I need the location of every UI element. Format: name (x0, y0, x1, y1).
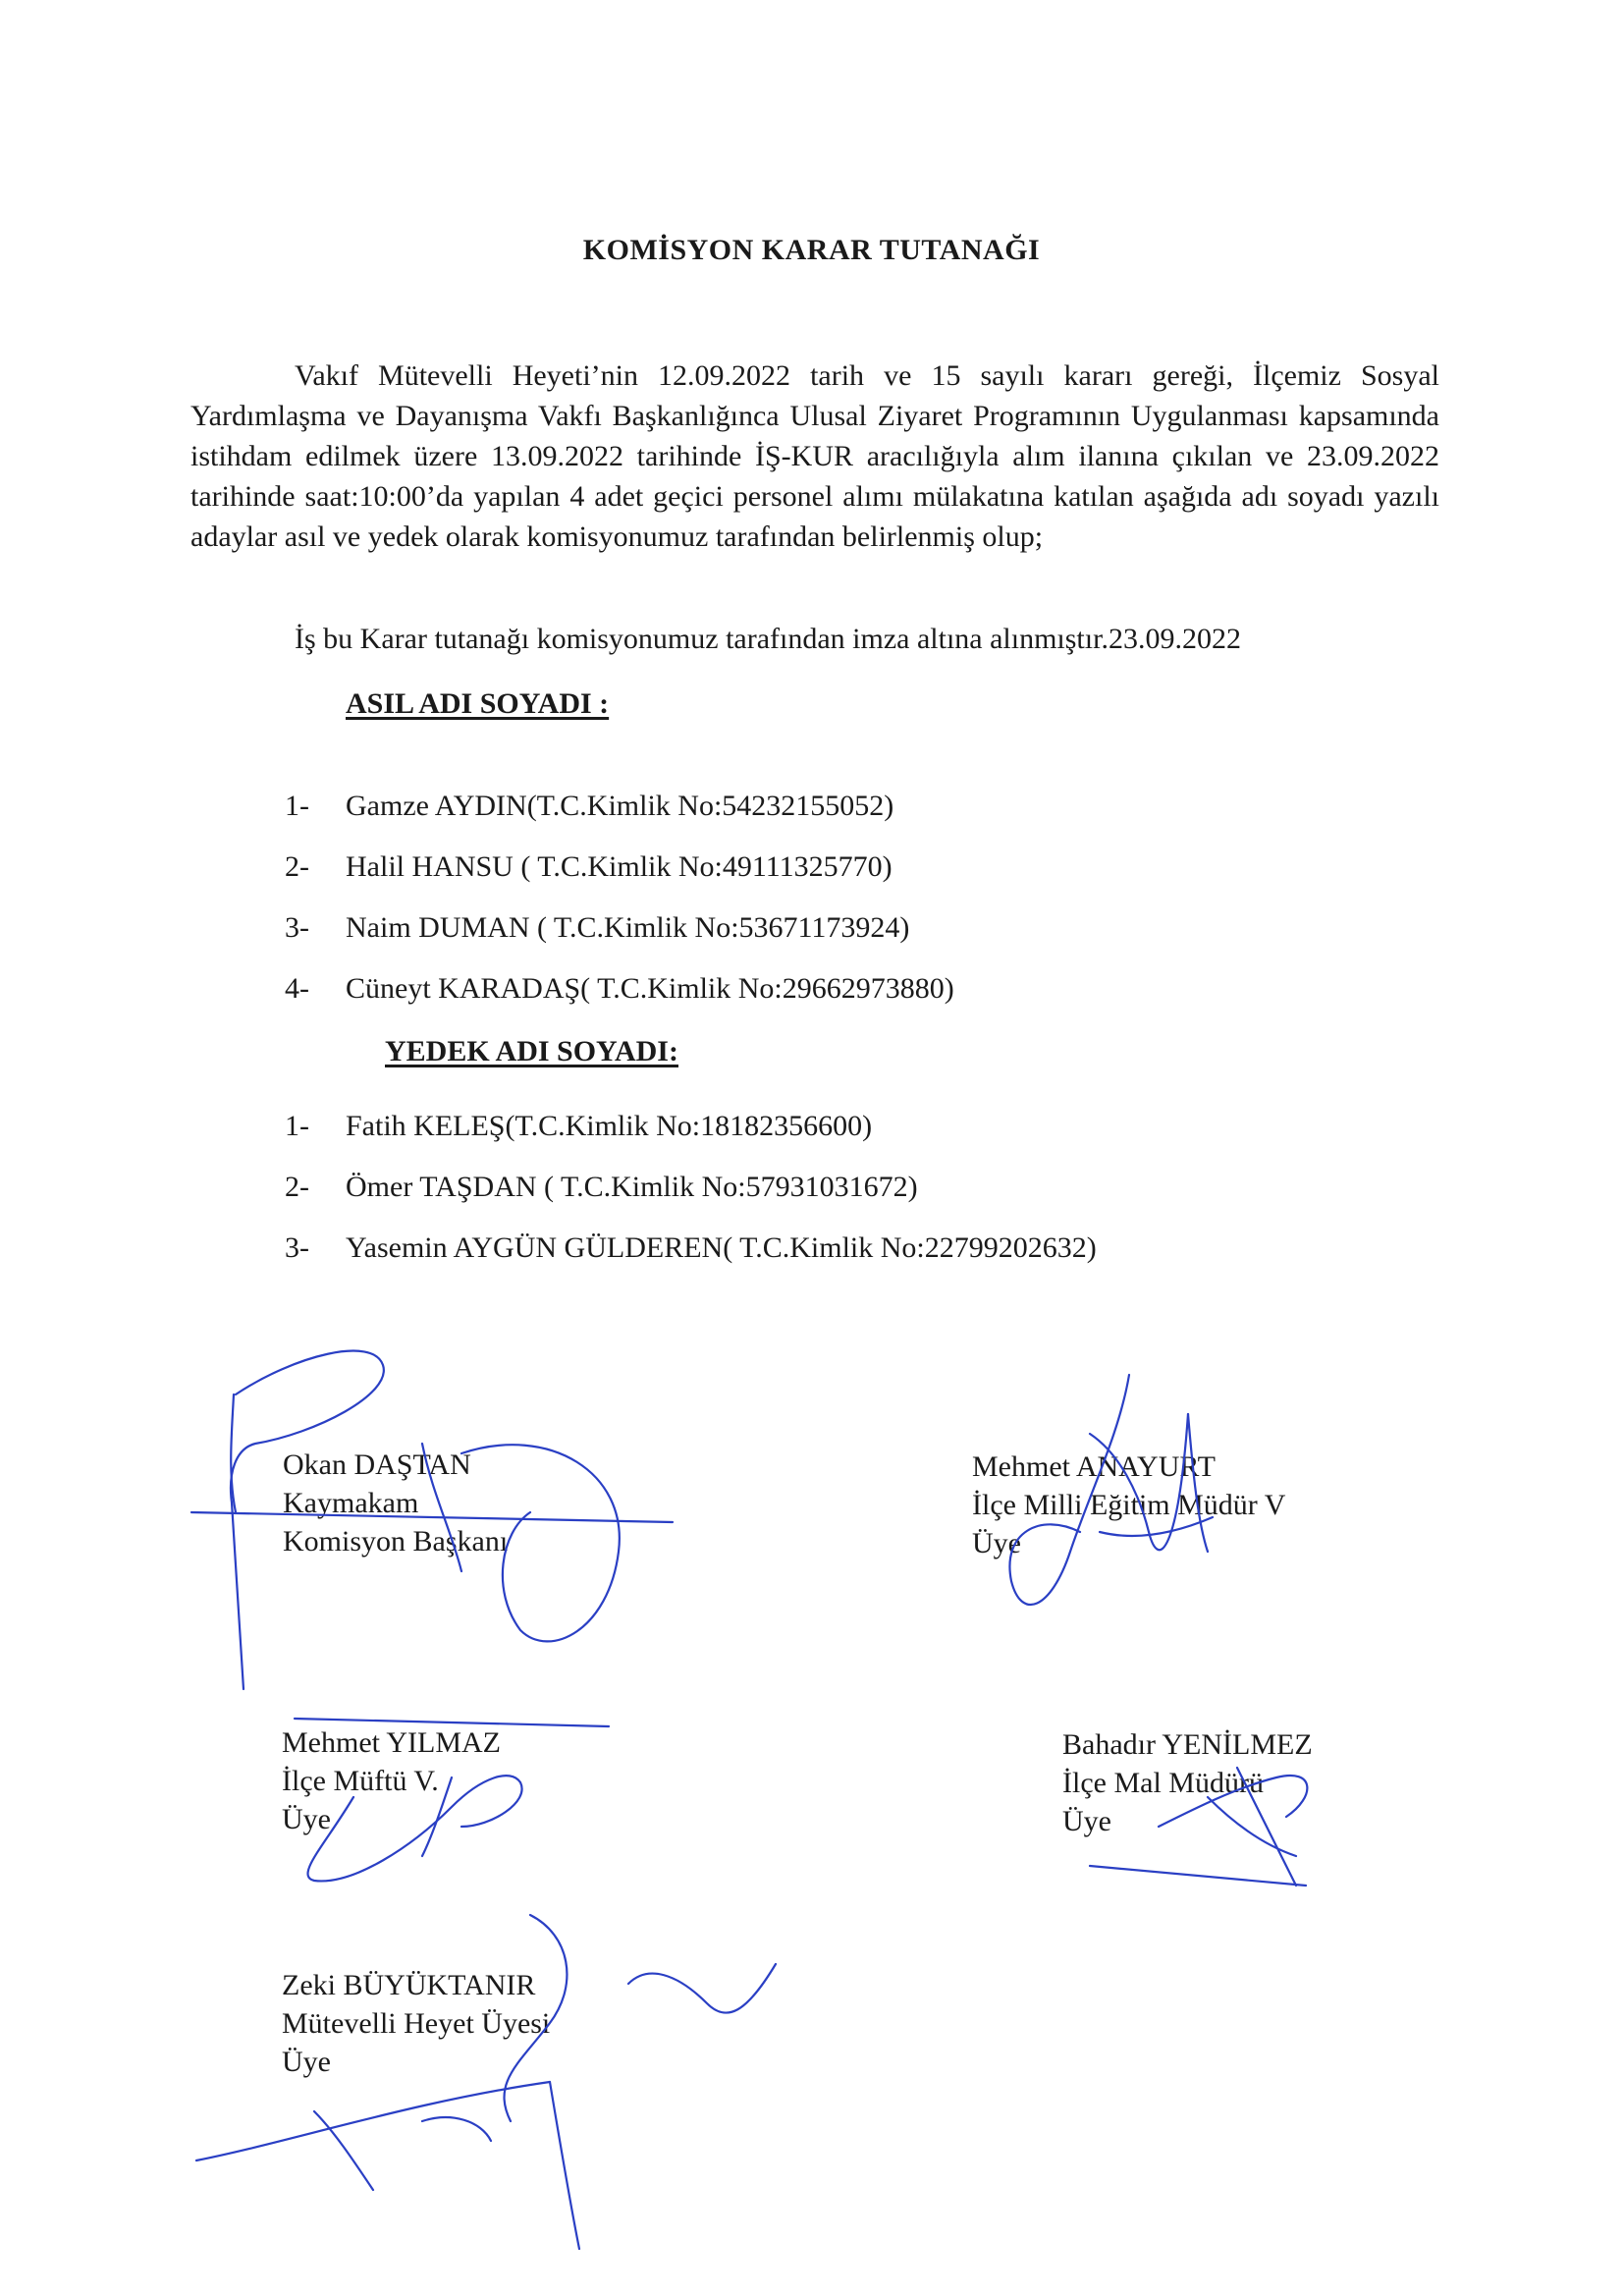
signatory-title: İlçe Milli Eğitim Müdür V (972, 1489, 1286, 1521)
list-number: 3- (285, 1231, 309, 1264)
signatory-block (283, 1446, 508, 1560)
yedek-list-item (285, 1171, 918, 1204)
candidate-text: Yasemin AYGÜN GÜLDEREN( T.C.Kimlik No:22799202632) (346, 1231, 1097, 1264)
list-number: 4- (285, 972, 309, 1005)
list-number: 2- (285, 850, 309, 883)
closing-statement: İş bu Karar tutanağı komisyonumuz tarafından imza altına alınmıştır.23.09.2022 (295, 623, 1241, 655)
signatory-role: Üye (282, 1803, 331, 1835)
signatory-name: Bahadır YENİLMEZ (1062, 1728, 1313, 1761)
signatory-role: Üye (972, 1527, 1021, 1559)
asil-list-item (285, 850, 893, 884)
candidate-text: Fatih KELEŞ(T.C.Kimlik No:18182356600) (346, 1110, 873, 1142)
signatory-name: Okan DAŞTAN (283, 1449, 471, 1481)
list-number: 3- (285, 911, 309, 944)
decision-paragraph: Vakıf Mütevelli Heyeti’nin 12.09.2022 tarih ve 15 sayılı kararı gereği, İlçemiz Sosyal Yardımlaşma ve Dayanışma Vakfı Başkanlığınca Ulusal Ziyaret Programının Uygulanması kapsamında istihdam edilmek üzere 13.09.2022 tarihinde İŞ-KUR aracılığıyla alım ilanına çıkılan ve 23.09.2022 tarihinde saat:10:00’da yapılan 4 adet geçici personel alımı mülakatına katılan aşağıda adı soyadı yazılı adaylar asıl ve yedek olarak komisyonumuz tarafından belirlenmiş olup; (190, 359, 1439, 553)
signatory-name: Mehmet ANAYURT (972, 1450, 1216, 1483)
yedek-list-item (285, 1231, 1097, 1265)
signatory-role: Üye (1062, 1805, 1111, 1837)
list-number: 1- (285, 790, 309, 822)
signatory-role: Üye (282, 2046, 331, 2078)
asil-heading: ASIL ADI SOYADI : (346, 687, 610, 720)
list-number: 2- (285, 1171, 309, 1203)
asil-list-item (285, 972, 954, 1006)
candidate-text: Naim DUMAN ( T.C.Kimlik No:53671173924) (346, 911, 910, 944)
list-number: 1- (285, 1110, 309, 1142)
signatory-title: İlçe Müftü V. (282, 1765, 439, 1797)
signatory-title: Mütevelli Heyet Üyesi (282, 2007, 551, 2040)
asil-list-item (285, 790, 893, 823)
yedek-list-item (285, 1110, 872, 1143)
signatory-title: Kaymakam (283, 1487, 419, 1519)
asil-list-item (285, 911, 909, 945)
signatory-block (282, 1723, 501, 1838)
signature-zeki (196, 1915, 776, 2249)
document-title: KOMİSYON KARAR TUTANAĞI (582, 234, 1041, 266)
signatory-name: Zeki BÜYÜKTANIR (282, 1969, 536, 2001)
candidate-text: Gamze AYDIN(T.C.Kimlik No:54232155052) (346, 790, 894, 822)
signatory-role: Komisyon Başkanı (283, 1525, 509, 1558)
yedek-heading: YEDEK ADI SOYADI: (385, 1035, 678, 1067)
signatory-block (972, 1448, 1285, 1562)
signatory-block (1062, 1725, 1313, 1840)
signatory-block (282, 1966, 550, 2081)
signatory-title: İlçe Mal Müdürü (1062, 1767, 1264, 1799)
candidate-text: Cüneyt KARADAŞ( T.C.Kimlik No:29662973880) (346, 972, 954, 1005)
candidate-text: Halil HANSU ( T.C.Kimlik No:49111325770) (346, 850, 893, 883)
candidate-text: Ömer TAŞDAN ( T.C.Kimlik No:57931031672) (346, 1171, 918, 1203)
signatory-name: Mehmet YILMAZ (282, 1726, 502, 1759)
